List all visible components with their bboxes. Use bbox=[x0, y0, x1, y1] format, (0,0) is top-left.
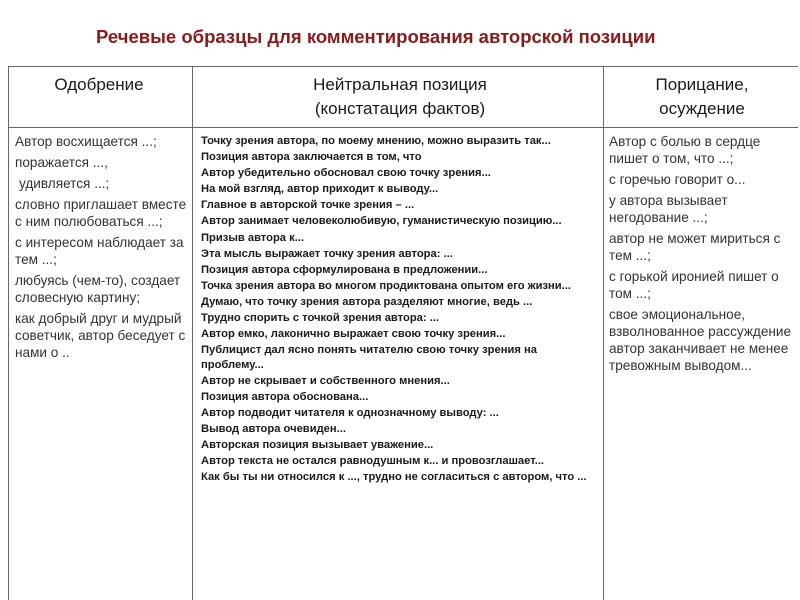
approval-phrase: любуясь (чем-то), создает словесную картину; bbox=[15, 273, 181, 305]
approval-phrase: как добрый друг и мудрый советчик, автор беседует с нами о .. bbox=[15, 311, 186, 360]
neutral-phrase: Позиция автора сформулирована в предложении... bbox=[201, 263, 488, 276]
phrases-table bbox=[8, 66, 798, 600]
header-censure-line2: осуждение bbox=[659, 99, 745, 118]
column-divider bbox=[192, 67, 193, 600]
neutral-phrase: Автор емко, лаконично выражает свою точку зрения... bbox=[201, 328, 506, 341]
neutral-phrase: Автор занимает человеколюбивую, гуманистическую позицию... bbox=[201, 215, 562, 228]
header-neutral-line1: Нейтральная позиция bbox=[313, 75, 487, 94]
header-neutral-line2: (констатация фактов) bbox=[314, 99, 486, 118]
censure-phrase: автор не может мириться с тем ...; bbox=[609, 231, 781, 263]
approval-phrase: с интересом наблюдает за тем ...; bbox=[15, 235, 184, 267]
neutral-phrase: Призыв автора к... bbox=[201, 231, 305, 244]
neutral-phrase: На мой взгляд, автор приходит к выводу... bbox=[201, 183, 439, 196]
header-approval bbox=[9, 67, 189, 127]
header-censure-line1: Порицание, bbox=[655, 75, 749, 94]
censure-phrase: с горечью говорит о... bbox=[609, 172, 746, 187]
approval-phrase: Автор восхищается ...; bbox=[15, 134, 157, 149]
header-approval-label: Одобрение bbox=[54, 75, 144, 94]
column-divider bbox=[603, 67, 604, 600]
page-title: Речевые образцы для комментирования авторской позиции bbox=[96, 26, 656, 47]
censure-column bbox=[609, 133, 795, 378]
censure-phrase: у автора вызывает негодование ...; bbox=[609, 193, 728, 225]
header-censure bbox=[607, 67, 797, 127]
neutral-phrase: Автор не скрывает и собственного мнения... bbox=[201, 374, 450, 387]
neutral-phrase: Как бы ты ни относился к ..., трудно не согласиться с автором, что ... bbox=[201, 471, 587, 484]
neutral-phrase: Вывод автора очевиден... bbox=[201, 423, 346, 436]
neutral-phrase: Автор текста не остался равнодушным к... и провозглашает... bbox=[201, 455, 545, 468]
approval-column bbox=[15, 133, 191, 365]
neutral-phrase: Автор подводит читателя к однозначному выводу: ... bbox=[201, 407, 499, 420]
approval-phrase: поражается ..., bbox=[15, 155, 108, 170]
neutral-phrase: Точку зрения автора, по моему мнению, можно выразить так... bbox=[201, 135, 551, 147]
approval-phrase: удивляется ...; bbox=[19, 176, 110, 191]
censure-phrase: с горькой иронией пишет о том ...; bbox=[609, 269, 779, 301]
neutral-phrase: Думаю, что точку зрения автора разделяют многие, ведь ... bbox=[201, 295, 533, 308]
approval-phrase: словно приглашает вместе с ним полюбоваться ...; bbox=[15, 197, 187, 229]
censure-phrase: Автор с болью в сердце пишет о том, что ...; bbox=[609, 134, 761, 166]
neutral-phrase: Позиция автора заключается в том, что bbox=[201, 151, 422, 164]
neutral-phrase: Публицист дал ясно понять читателю свою точку зрения на проблему... bbox=[201, 344, 537, 371]
neutral-phrase: Главное в авторской точке зрения – ... bbox=[201, 199, 415, 212]
neutral-phrase: Трудно спорить с точкой зрения автора: ... bbox=[201, 312, 440, 325]
neutral-phrase: Точка зрения автора во многом продиктована опытом его жизни... bbox=[201, 279, 572, 292]
neutral-phrase: Позиция автора обоснована... bbox=[201, 391, 369, 403]
header-neutral bbox=[195, 67, 605, 127]
neutral-phrase: Автор убедительно обосновал свою точку зрения... bbox=[201, 167, 491, 180]
neutral-column bbox=[201, 134, 601, 487]
neutral-phrase: Эта мысль выражает точку зрения автора: ... bbox=[201, 247, 453, 260]
censure-phrase: свое эмоциональное, взволнованное рассуждение автор заканчивает не менее тревожным выводом... bbox=[609, 307, 792, 373]
neutral-phrase: Авторская позиция вызывает уважение... bbox=[201, 439, 434, 452]
